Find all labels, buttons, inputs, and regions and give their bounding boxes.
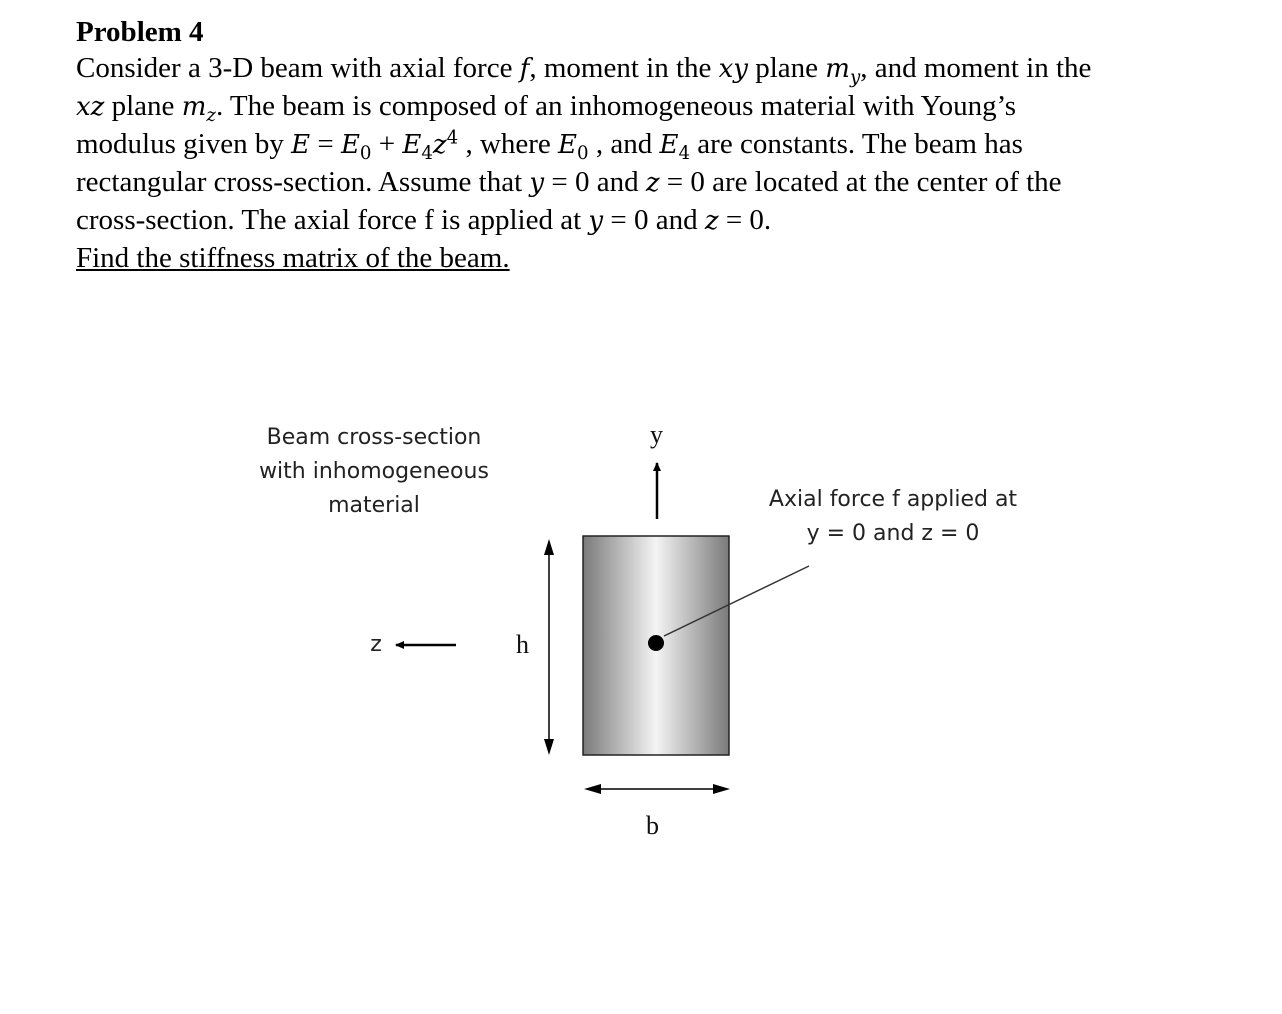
h-arrow-top [544,539,554,555]
b-arrow-right [713,784,730,794]
problem-line-3: modulus given by $E = E_0 + E_4z^4$ , where $E_0$ , and $E_4$ are constants. The beam has [76,127,1023,165]
axial-force-label-line-1: Axial force f applied at [768,487,1018,512]
problem-line-2: xz plane $m_z$. The beam is composed of an inhomogeneous material with Young’s [76,90,1017,127]
problem-line-1: Consider a 3-D beam with axial force f, moment in the xy plane $m_y$, and moment in the [76,52,1092,89]
problem-title: Problem 4 [76,16,204,48]
cross-section-label-line-2: with inhomogeneous [259,459,489,484]
axial-force-label-line-2: y = 0 and z = 0 [806,521,980,546]
z-axis-label: z [370,632,382,657]
b-dimension-label: b [646,811,659,840]
axial-force-label [752,483,1034,551]
b-arrow-left [584,784,601,794]
axial-force-point [648,635,664,651]
problem-line-5: cross-section. The axial force f is applied at y = 0 and z = 0. [76,204,772,236]
problem-task: Find the stiffness matrix of the beam. [76,242,510,274]
h-arrow-bottom [544,739,554,755]
problem-line-4: rectangular cross-section. Assume that y = 0 and z = 0 are located at the center of the [76,166,1062,198]
h-dimension-label: h [516,630,529,659]
cross-section-label [238,421,510,523]
cross-section-label-line-1: Beam cross-section [266,425,482,450]
y-axis-label: y [650,420,663,449]
cross-section-label-line-3: material [328,493,420,518]
